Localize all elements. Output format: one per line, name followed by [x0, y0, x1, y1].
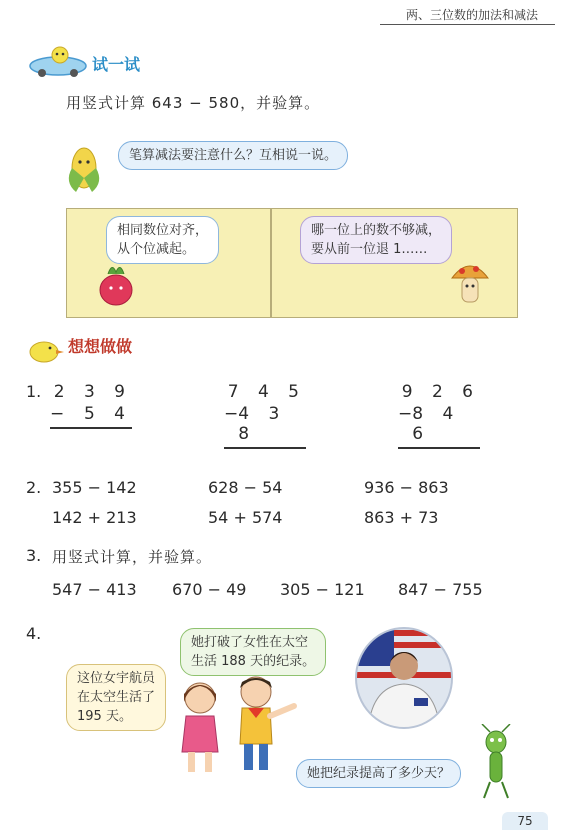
problem-1-top: 2 3 9 [53, 382, 132, 402]
q3-problem-1: 547 − 413 [52, 580, 137, 599]
header-rule [380, 24, 555, 25]
problem-1-op: − [50, 404, 65, 424]
section-label-practice: 想想做做 [68, 337, 133, 356]
q2-r2-c3: 863 + 73 [364, 508, 439, 527]
q2-r1-c2: 628 − 54 [208, 478, 283, 497]
corn-mascot-icon [62, 138, 106, 194]
tip-left-line2: 从个位减起。 [117, 242, 196, 257]
chick-mascot-icon [26, 334, 66, 364]
question-bubble: 笔算减法要注意什么？互相说一说。 [118, 141, 348, 170]
q3-problem-3: 305 − 121 [280, 580, 365, 599]
q3-problem-2: 670 − 49 [172, 580, 247, 599]
q2-r2-c1: 142 + 213 [52, 508, 137, 527]
q4-bubble-top [180, 628, 326, 676]
try-task: 用竖式计算 643 − 580，并验算。 [66, 94, 321, 112]
vertical-problem-1 [50, 382, 132, 429]
problem-3-bottom: 8 4 6 [412, 404, 461, 444]
page-number: 75 [502, 812, 548, 830]
car-mascot-icon [26, 44, 90, 78]
problem-3-underline [398, 447, 480, 449]
tip-bubble-left [106, 216, 219, 264]
children-illustration [172, 672, 302, 776]
q4-bubble-left [66, 664, 166, 731]
q4-top-line2: 生活 188 天的纪录。 [191, 654, 316, 669]
q4-bubble-bottom: 她把纪录提高了多少天？ [296, 759, 461, 788]
question-4-number: 4. [26, 624, 42, 643]
question-3-instruction: 用竖式计算，并验算。 [52, 548, 213, 566]
mushroom-mascot-icon [448, 258, 492, 308]
q2-r1-c1: 355 − 142 [52, 478, 137, 497]
astronaut-photo [354, 626, 454, 730]
problem-1-underline [50, 427, 132, 429]
tip-left-line1: 相同数位对齐， [117, 223, 209, 238]
q2-r2-c2: 54 + 574 [208, 508, 283, 527]
section-label-try: 试一试 [92, 55, 141, 74]
radish-mascot-icon [96, 262, 136, 308]
grasshopper-mascot-icon [474, 724, 520, 800]
vertical-problem-3 [398, 382, 480, 449]
q4-top-line1: 她打破了女性在太空 [191, 635, 309, 650]
q3-problem-4: 847 − 755 [398, 580, 483, 599]
question-1-number: 1. [26, 382, 42, 401]
problem-3-top: 9 2 6 [401, 382, 480, 402]
problem-1-bottom: 5 4 [83, 404, 132, 424]
problem-2-top: 7 4 5 [227, 382, 306, 402]
problem-3-op: − [398, 404, 413, 424]
tips-panel-divider [270, 208, 272, 318]
question-3-number: 3. [26, 546, 42, 565]
q2-r1-c3: 936 − 863 [364, 478, 449, 497]
tip-right-line2: 要从前一位退 1…… [311, 242, 428, 257]
problem-2-bottom: 4 3 8 [238, 404, 287, 444]
question-2-number: 2. [26, 478, 42, 497]
chapter-title: 两、三位数的加法和减法 [405, 8, 538, 22]
vertical-problem-2 [224, 382, 306, 449]
problem-2-op: − [224, 404, 239, 424]
tip-bubble-right [300, 216, 452, 264]
problem-2-underline [224, 447, 306, 449]
q4-left-line3: 195 天。 [77, 709, 132, 724]
tip-right-line1: 哪一位上的数不够减， [311, 223, 442, 238]
q4-left-line1: 这位女宇航员 [77, 671, 156, 686]
q4-left-line2: 在太空生活了 [77, 690, 156, 705]
